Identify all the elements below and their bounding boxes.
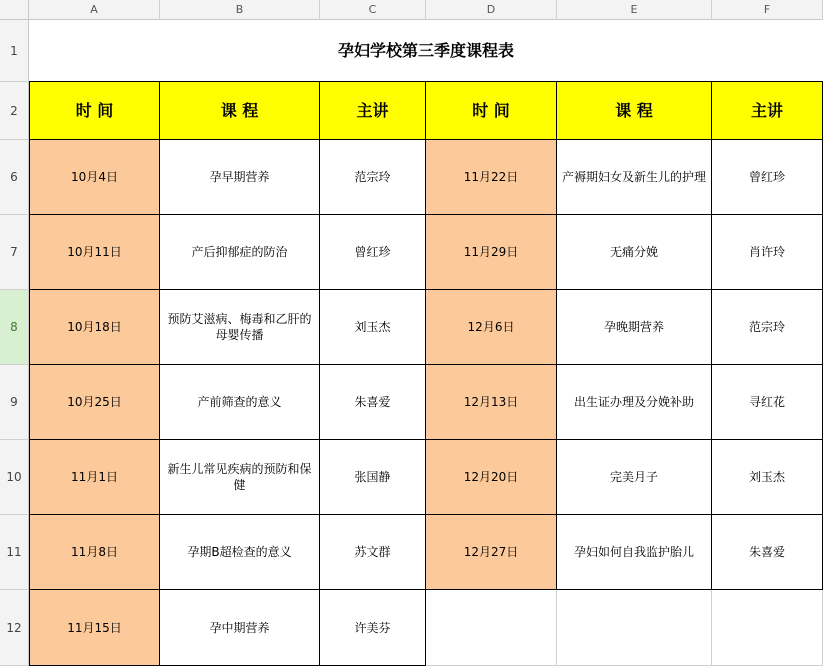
date-cell[interactable]: 12月13日 xyxy=(426,365,557,440)
lecturer-cell[interactable]: 曾红珍 xyxy=(320,215,426,290)
column-header-e[interactable]: E xyxy=(557,0,712,20)
course-cell[interactable]: 预防艾滋病、梅毒和乙肝的母婴传播 xyxy=(160,290,320,365)
row-header-8[interactable]: 8 xyxy=(0,290,29,365)
date-cell[interactable]: 10月25日 xyxy=(29,365,160,440)
lecturer-cell[interactable]: 寻红花 xyxy=(712,365,823,440)
date-cell[interactable]: 12月27日 xyxy=(426,515,557,590)
date-cell[interactable]: 10月11日 xyxy=(29,215,160,290)
row-header-2[interactable]: 2 xyxy=(0,82,29,140)
course-cell[interactable]: 产褥期妇女及新生儿的护理 xyxy=(557,140,712,215)
row-header-6[interactable]: 6 xyxy=(0,140,29,215)
row-header-9[interactable]: 9 xyxy=(0,365,29,440)
date-cell[interactable]: 11月1日 xyxy=(29,440,160,515)
course-cell[interactable]: 孕期B超检查的意义 xyxy=(160,515,320,590)
column-header-c[interactable]: C xyxy=(320,0,426,20)
empty-cell[interactable] xyxy=(712,590,823,666)
header-course-1[interactable]: 课 程 xyxy=(160,82,320,140)
lecturer-cell[interactable]: 张国静 xyxy=(320,440,426,515)
date-cell[interactable]: 10月18日 xyxy=(29,290,160,365)
column-header-b[interactable]: B xyxy=(160,0,320,20)
table-title[interactable]: 孕妇学校第三季度课程表 xyxy=(29,20,823,82)
course-cell[interactable]: 产前筛查的意义 xyxy=(160,365,320,440)
empty-cell[interactable] xyxy=(557,590,712,666)
row-header-7[interactable]: 7 xyxy=(0,215,29,290)
row-header-10[interactable]: 10 xyxy=(0,440,29,515)
lecturer-cell[interactable]: 范宗玲 xyxy=(712,290,823,365)
course-cell[interactable]: 孕早期营养 xyxy=(160,140,320,215)
course-cell[interactable]: 出生证办理及分娩补助 xyxy=(557,365,712,440)
lecturer-cell[interactable]: 朱喜爱 xyxy=(712,515,823,590)
lecturer-cell[interactable]: 范宗玲 xyxy=(320,140,426,215)
date-cell[interactable]: 11月8日 xyxy=(29,515,160,590)
course-cell[interactable]: 孕晚期营养 xyxy=(557,290,712,365)
date-cell[interactable]: 11月29日 xyxy=(426,215,557,290)
date-cell[interactable]: 11月22日 xyxy=(426,140,557,215)
course-cell[interactable]: 产后抑郁症的防治 xyxy=(160,215,320,290)
row-header-12[interactable]: 12 xyxy=(0,590,29,666)
course-cell[interactable]: 完美月子 xyxy=(557,440,712,515)
header-time-2[interactable]: 时 间 xyxy=(426,82,557,140)
course-cell[interactable]: 孕中期营养 xyxy=(160,590,320,666)
date-cell[interactable]: 10月4日 xyxy=(29,140,160,215)
date-cell[interactable]: 12月6日 xyxy=(426,290,557,365)
lecturer-cell[interactable]: 苏文群 xyxy=(320,515,426,590)
header-lecturer-2[interactable]: 主讲 xyxy=(712,82,823,140)
lecturer-cell[interactable]: 刘玉杰 xyxy=(320,290,426,365)
course-cell[interactable]: 无痛分娩 xyxy=(557,215,712,290)
empty-cell[interactable] xyxy=(426,590,557,666)
row-header-11[interactable]: 11 xyxy=(0,515,29,590)
lecturer-cell[interactable]: 肖许玲 xyxy=(712,215,823,290)
lecturer-cell[interactable]: 刘玉杰 xyxy=(712,440,823,515)
course-cell[interactable]: 新生儿常见疾病的预防和保健 xyxy=(160,440,320,515)
select-all-corner[interactable] xyxy=(0,0,29,20)
course-cell[interactable]: 孕妇如何自我监护胎儿 xyxy=(557,515,712,590)
lecturer-cell[interactable]: 曾红珍 xyxy=(712,140,823,215)
lecturer-cell[interactable]: 许美芬 xyxy=(320,590,426,666)
column-header-d[interactable]: D xyxy=(426,0,557,20)
row-header-1[interactable]: 1 xyxy=(0,20,29,82)
header-time-1[interactable]: 时 间 xyxy=(29,82,160,140)
lecturer-cell[interactable]: 朱喜爱 xyxy=(320,365,426,440)
column-header-a[interactable]: A xyxy=(29,0,160,20)
column-header-f[interactable]: F xyxy=(712,0,823,20)
header-course-2[interactable]: 课 程 xyxy=(557,82,712,140)
date-cell[interactable]: 12月20日 xyxy=(426,440,557,515)
date-cell[interactable]: 11月15日 xyxy=(29,590,160,666)
header-lecturer-1[interactable]: 主讲 xyxy=(320,82,426,140)
